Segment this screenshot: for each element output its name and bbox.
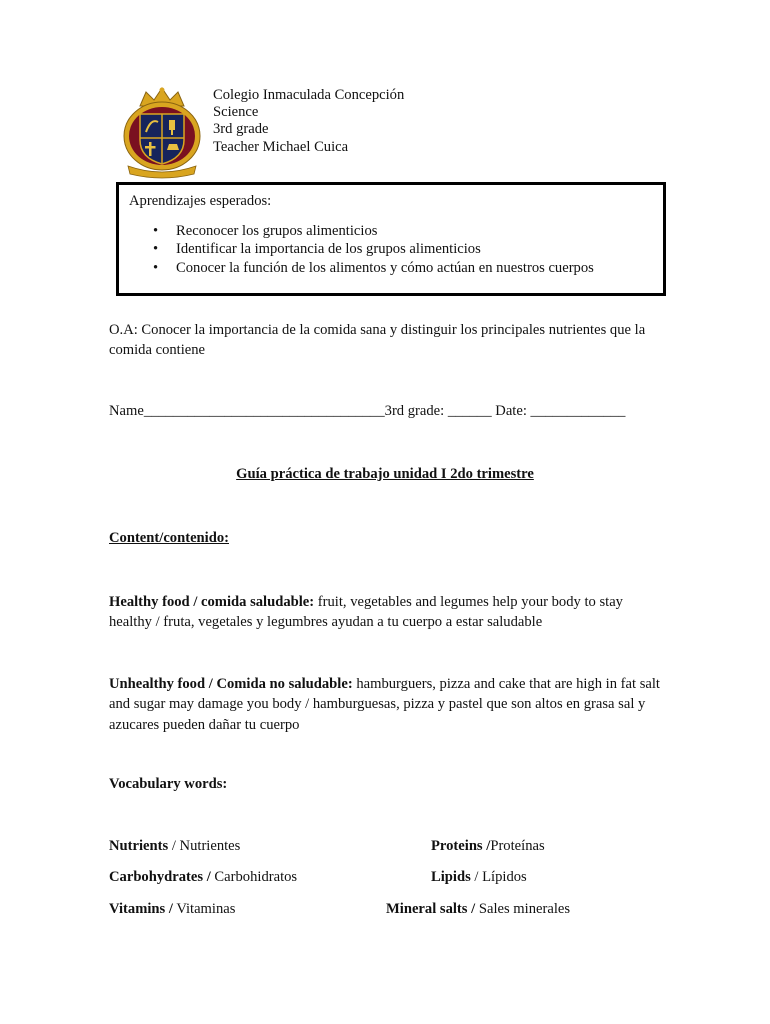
name-grade-date-line: Name_________________________________3rd grade: ______ Date: _____________ bbox=[109, 403, 626, 419]
school-crest-icon bbox=[118, 86, 206, 180]
vocab-term: Nutrients bbox=[109, 838, 169, 854]
content-heading: Content/contenido: bbox=[109, 530, 229, 546]
learning-objective: O.A: Conocer la importancia de la comida sana y distinguir los principales nutrientes que la comida contiene bbox=[109, 322, 646, 359]
objectives-box bbox=[116, 182, 666, 296]
unhealthy-food-term: Unhealthy food / Comida no saludable: bbox=[109, 676, 353, 692]
vocab-vitamins bbox=[109, 901, 235, 918]
vocabulary-heading: Vocabulary words: bbox=[109, 776, 228, 792]
vocab-translation: Vitaminas bbox=[176, 901, 236, 917]
vocab-nutrients bbox=[109, 838, 240, 855]
objectives-title: Aprendizajes esperados: bbox=[129, 193, 272, 209]
objectives-list bbox=[119, 222, 594, 277]
vocab-translation: Sales minerales bbox=[478, 901, 571, 917]
list-item: • Conocer la función de los alimentos y cómo actúan en nuestros cuerpos bbox=[119, 259, 594, 277]
list-item: • Identificar la importancia de los grupos alimenticios bbox=[119, 240, 594, 258]
school-name: Colegio Inmaculada Concepción bbox=[213, 87, 405, 103]
vocab-translation: Lípidos bbox=[482, 869, 527, 885]
vocab-term: Lipids bbox=[431, 869, 471, 885]
vocab-lipids bbox=[431, 869, 527, 886]
vocab-term: Mineral salts / bbox=[386, 901, 476, 917]
guide-title: Guía práctica de trabajo unidad I 2do trimestre bbox=[236, 466, 534, 482]
vocab-separator: / bbox=[168, 838, 180, 854]
vocab-translation: Nutrientes bbox=[179, 838, 241, 854]
vocab-mineral-salts bbox=[386, 901, 570, 918]
vocab-term: Vitamins / bbox=[109, 901, 173, 917]
list-item: • Reconocer los grupos alimenticios bbox=[119, 222, 594, 240]
vocab-proteins bbox=[431, 838, 545, 855]
vocab-term: Proteins / bbox=[431, 838, 491, 854]
teacher: Teacher Michael Cuica bbox=[213, 138, 349, 155]
vocab-carbohydrates bbox=[109, 869, 297, 886]
unhealthy-food-paragraph bbox=[109, 674, 669, 735]
school-header bbox=[213, 87, 404, 156]
vocab-term: Carbohydrates / bbox=[109, 869, 211, 885]
vocab-separator: / bbox=[470, 869, 483, 885]
unhealthy-food-text: hamburguers, pizza and cake that are high in fat salt and sugar may damage you body / hamburguesas, pizza y pastel que son altos en grasa sal y azucares pueden dañar tu cuerpo bbox=[109, 676, 660, 733]
vocab-translation: Proteínas bbox=[490, 838, 545, 854]
healthy-food-text: fruit, vegetables and legumes help your body to stay healthy / fruta, vegetales y legumbres ayudan a tu cuerpo a estar saludable bbox=[109, 594, 623, 631]
healthy-food-paragraph bbox=[109, 592, 669, 633]
subject: Science bbox=[213, 104, 259, 121]
vocab-translation: Carbohidratos bbox=[214, 869, 298, 885]
healthy-food-term: Healthy food / comida saludable: bbox=[109, 594, 315, 610]
grade: 3rd grade bbox=[213, 121, 269, 138]
